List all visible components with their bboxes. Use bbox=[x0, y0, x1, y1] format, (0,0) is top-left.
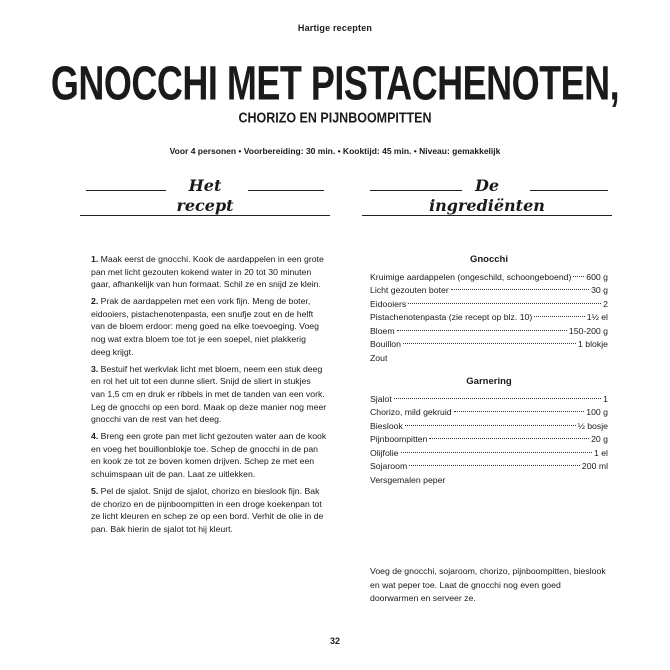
dot-leader bbox=[409, 465, 580, 466]
recipe-steps bbox=[91, 253, 327, 540]
ingredient-name: Bieslook bbox=[370, 420, 403, 431]
ingredient-row bbox=[370, 284, 608, 298]
dot-leader bbox=[408, 303, 601, 304]
step-number: 4. bbox=[91, 431, 99, 442]
ingredient-quantity: 150-200 g bbox=[568, 325, 608, 336]
ingredient-row bbox=[370, 393, 608, 407]
ingredient-name: Bloem bbox=[370, 325, 395, 336]
serving-text: Voeg de gnocchi, sojaroom, chorizo, pijnboompitten, bieslook en wat peper toe. Laat de gnocchi nog even goed doorwarmen en serveer ze. bbox=[370, 566, 606, 603]
dot-leader bbox=[397, 330, 567, 331]
recipe-title: GNOCCHI MET PISTACHENOTEN, bbox=[50, 55, 620, 111]
dot-leader bbox=[405, 425, 576, 426]
ingredient-quantity: 100 g bbox=[586, 407, 608, 417]
recipe-step bbox=[91, 430, 327, 480]
ingredient-name: Eidooiers bbox=[370, 298, 407, 309]
step-text: Breng een grote pan met licht gezouten water aan de kook en voeg het bouillonblokje toe. Schep de gnocchi in de pan en kook ze tot ze boven komen drijven. Schep ze met een schuimspaan uit de pan. Laat ze uitlekken. bbox=[91, 431, 327, 479]
gnocchi-section-title: Gnocchi bbox=[469, 254, 508, 265]
recipe-heading-line2: recept bbox=[176, 196, 234, 215]
step-text: Bestuif het werkvlak licht met bloem, neem een stuk deeg en rol het uit tot een dunne sliert. Snijd de sliert in stukjes van 1,5 cm en druk er ribbels in met de tanden van een vork. Leg de gnocchi op een bord. Maak op deze manier nog meer gnocchi van de rest van het deeg. bbox=[91, 363, 327, 425]
gnocchi-ingredients bbox=[370, 271, 608, 366]
ingredient-quantity: 1½ el bbox=[586, 312, 608, 322]
ingredient-name: Chorizo, mild gekruid bbox=[370, 407, 452, 417]
recipe-step bbox=[91, 485, 327, 535]
ingredient-name: Sojaroom bbox=[370, 461, 408, 471]
recipe-heading-line1: Het bbox=[188, 176, 222, 195]
ingredient-quantity: 30 g bbox=[591, 285, 608, 295]
garnering-ingredients bbox=[370, 393, 608, 488]
ingredient-quantity: 1 el bbox=[593, 447, 608, 458]
ingredient-quantity: ½ bosje bbox=[577, 420, 608, 431]
ingredient-row bbox=[370, 352, 608, 366]
dot-leader bbox=[401, 452, 592, 453]
step-text: Pel de sjalot. Snijd de sjalot, chorizo en bieslook fijn. Bak de chorizo en de pijnboompitten in een droge koekenpan tot ze licht kleuren en schep ze op een bord. Verhit de olie in de pan. Bak hierin de sjalot tot hij kleurt. bbox=[91, 486, 324, 534]
ingredient-name: Kruimige aardappelen (ongeschild, schoongeboend) bbox=[370, 271, 572, 282]
ingredient-name: Bouillon bbox=[370, 339, 401, 349]
ingredient-row bbox=[370, 447, 608, 461]
ingredient-name: Sjalot bbox=[370, 393, 392, 404]
ingredient-row bbox=[370, 420, 608, 434]
heading-underline bbox=[80, 215, 330, 216]
dot-leader bbox=[451, 289, 589, 290]
ingredient-row bbox=[370, 325, 608, 339]
dot-leader bbox=[534, 316, 584, 317]
ingredient-row bbox=[370, 433, 608, 447]
dot-leader bbox=[394, 398, 601, 399]
recipe-step bbox=[91, 253, 327, 291]
step-text: Prak de aardappelen met een vork fijn. Meng de boter, eidooiers, pistachenotenpasta, een snufje zout en de helft van de bloem erdoor: meng goed na elke toevoeging. Voeg nog wat extra bloem toe tot je een soepel, niet plakkerig deeg krijgt. bbox=[91, 296, 319, 357]
recipe-heading bbox=[80, 175, 330, 225]
recipe-step bbox=[91, 295, 327, 358]
ingredients-heading bbox=[362, 175, 612, 225]
ingredient-name: Pijnboompitten bbox=[370, 434, 428, 444]
ingredients-list bbox=[370, 253, 608, 487]
dot-leader bbox=[573, 276, 584, 277]
dot-leader bbox=[454, 411, 585, 412]
ingredients-heading-line1: De bbox=[474, 176, 500, 195]
recipe-step bbox=[91, 363, 327, 426]
step-number: 2. bbox=[91, 296, 99, 307]
ingredient-name: Versgemalen peper bbox=[370, 474, 446, 485]
ingredient-name: Licht gezouten boter bbox=[370, 285, 449, 295]
recipe-meta: Voor 4 personen • Voorbereiding: 30 min. • Kooktijd: 45 min. • Niveau: gemakkelijk bbox=[169, 146, 501, 156]
heading-underline bbox=[362, 215, 612, 216]
ingredient-row bbox=[370, 460, 608, 474]
ingredient-quantity: 1 bbox=[603, 393, 608, 404]
step-number: 1. bbox=[91, 254, 99, 264]
dot-leader bbox=[429, 438, 589, 439]
ingredient-name: Olijfolie bbox=[370, 447, 399, 458]
ingredient-quantity: 600 g bbox=[586, 271, 608, 282]
ingredient-quantity: 20 g bbox=[591, 434, 608, 444]
step-number: 5. bbox=[91, 486, 99, 497]
ingredient-row bbox=[370, 406, 608, 420]
step-text: Maak eerst de gnocchi. Kook de aardappelen in een grote pan met licht gezouten kokend water in 20 tot 30 minuten gaar, afhankelijk van hun formaat. Schil ze en snijd ze klein. bbox=[91, 254, 324, 290]
garnering-section-title: Garnering bbox=[466, 376, 512, 387]
recipe-subtitle: CHORIZO EN PIJNBOOMPITTEN bbox=[238, 110, 432, 127]
dot-leader bbox=[403, 343, 576, 344]
ingredient-quantity: 1 blokje bbox=[578, 339, 608, 349]
ingredient-row bbox=[370, 271, 608, 285]
ingredient-row bbox=[370, 298, 608, 312]
ingredient-name: Zout bbox=[370, 352, 388, 363]
ingredient-row bbox=[370, 474, 608, 488]
step-number: 3. bbox=[91, 363, 99, 374]
ingredient-name: Pistachenotenpasta (zie recept op blz. 10) bbox=[370, 312, 533, 322]
page-number: 32 bbox=[329, 636, 340, 646]
ingredient-row bbox=[370, 311, 608, 325]
ingredient-quantity: 2 bbox=[603, 298, 608, 309]
running-header: Hartige recepten bbox=[297, 23, 373, 33]
ingredient-row bbox=[370, 338, 608, 352]
ingredient-quantity: 200 ml bbox=[581, 461, 608, 471]
ingredients-heading-line2: ingrediënten bbox=[429, 196, 545, 215]
